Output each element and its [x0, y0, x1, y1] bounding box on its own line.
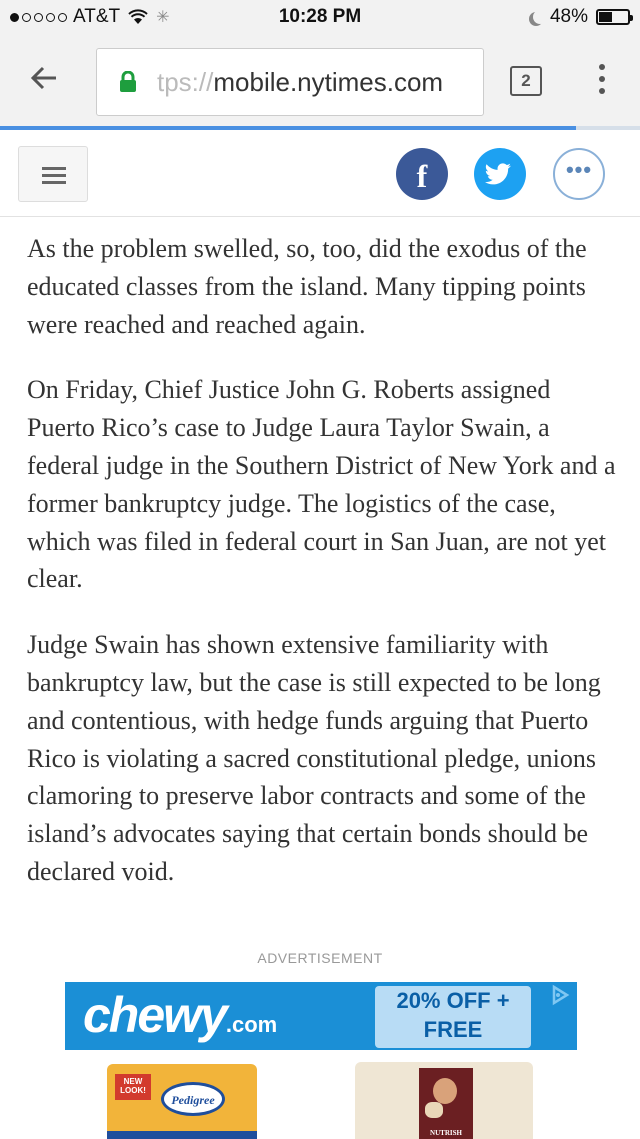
do-not-disturb-icon — [533, 10, 547, 24]
pedigree-product-image — [107, 1064, 257, 1139]
activity-spinner-icon: ✳ — [156, 9, 170, 26]
clock: 10:28 PM — [278, 6, 362, 27]
new-look-badge: NEW LOOK! — [115, 1074, 151, 1100]
more-icon: ••• — [565, 157, 593, 182]
carrier-name: AT&T — [73, 6, 121, 27]
ad-offer-badge — [375, 986, 531, 1048]
chewy-advertisement[interactable] — [65, 982, 577, 1139]
facebook-share-button[interactable] — [396, 148, 448, 200]
more-share-button[interactable] — [553, 148, 605, 200]
article-paragraph: On Friday, Chief Justice John G. Roberts assigned Puerto Rico’s case to Judge Laura Taylor Swain, a federal judge in the Southern District of New York and a former bankruptcy judge. The logistics of the case, which was filed in federal court in San Juan, are not yet clear. — [27, 375, 616, 594]
article-body — [27, 230, 617, 919]
battery-icon — [596, 9, 630, 25]
tab-switcher-button[interactable]: 2 — [510, 66, 542, 96]
pedigree-logo: Pedigree — [161, 1082, 225, 1116]
battery-percent: 48% — [549, 6, 588, 27]
overflow-menu-button[interactable] — [590, 64, 614, 100]
back-button[interactable] — [28, 62, 68, 102]
nutrish-product-image — [355, 1062, 533, 1139]
twitter-icon — [474, 148, 526, 200]
url-scheme: tps:// — [157, 67, 214, 97]
article-paragraph: As the problem swelled, so, too, did the exodus of the educated classes from the island. Many tipping points were reached and reached again. — [27, 234, 587, 339]
lock-icon — [119, 71, 137, 93]
hamburger-menu-button[interactable] — [18, 146, 88, 202]
back-arrow-icon — [28, 62, 60, 94]
advertisement-label: ADVERTISEMENT — [257, 950, 383, 966]
nutrish-logo: NUTRISH — [430, 1129, 462, 1137]
status-right — [528, 6, 630, 28]
article-paragraph: Judge Swain has shown extensive familiarity with bankruptcy law, but the case is still expected to be long and contentious, with hedge funds arguing that Puerto Rico is violating a sacred constitutional pledge, unions clamoring to preserve labor contracts and some of the island’s advocates saying that certain bonds should be declared void. — [27, 630, 601, 886]
article-header-bar — [0, 130, 640, 217]
twitter-share-button[interactable] — [474, 148, 526, 200]
chewy-logo: chewy.com — [83, 987, 278, 1043]
adchoices-icon[interactable] — [549, 984, 571, 1006]
offer-line-2: FREE — [423, 1017, 483, 1042]
status-bar — [0, 0, 640, 36]
url-bar[interactable] — [96, 48, 484, 116]
browser-toolbar — [0, 36, 640, 128]
offer-line-1: 20% OFF + — [396, 988, 510, 1013]
facebook-icon: f — [416, 158, 428, 194]
url-host: mobile.nytimes.com — [213, 67, 444, 97]
url-text — [157, 67, 443, 98]
